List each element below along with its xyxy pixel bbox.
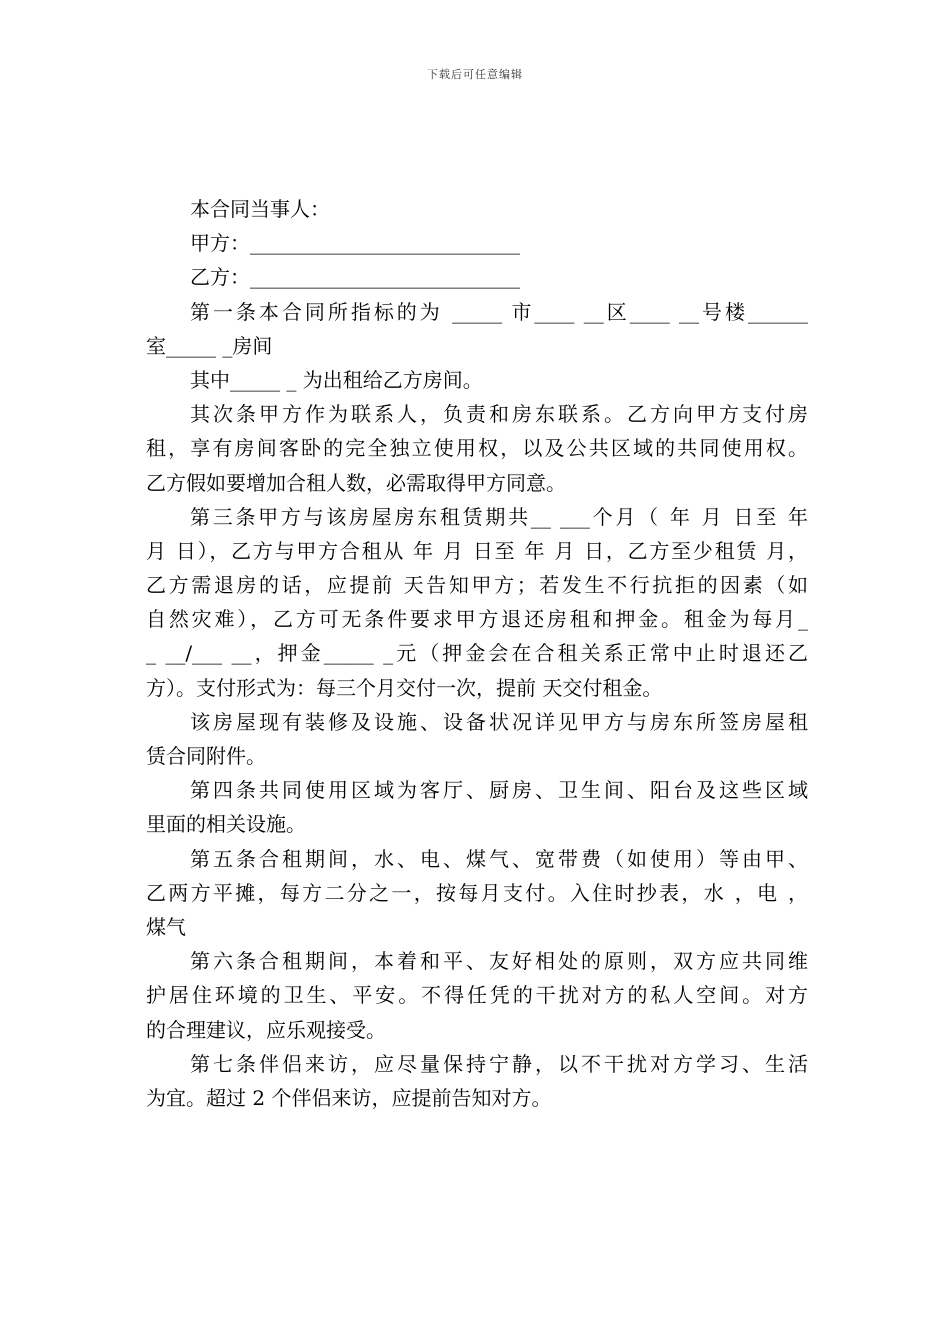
article-5-line-2: 乙两方平摊，每方二分之一，按每月支付。入住时抄表，水 ，电 ，	[146, 880, 808, 905]
article-2-line-3: 乙方假如要增加合租人数，必需取得甲方同意。	[146, 470, 566, 495]
party-a-line: 甲方：___________________________	[190, 231, 520, 256]
article-2-line-2: 租，享有房间客卧的完全独立使用权，以及公共区域的共同使用权。	[146, 436, 808, 461]
article-3-line-2: 月 日），乙方与甲方合租从 年 月 日至 年 月 日，乙方至少租赁 月，	[146, 538, 808, 563]
article-3-line-4: 自然灾难），乙方可无条件要求甲方退还房租和押金。租金为每月_	[146, 607, 808, 632]
article-3-line-6: 方）。支付形式为：每三个月交付一次，提前 天交付租金。	[146, 675, 663, 700]
article-4-line-1: 第四条共同使用区域为客厅、厨房、卫生间、阳台及这些区域	[190, 778, 808, 803]
article-5-line-3: 煤气	[146, 914, 186, 939]
article-6-line-3: 的合理建议，应乐观接受。	[146, 1017, 386, 1042]
facilities-line-2: 赁合同附件。	[146, 744, 266, 768]
article-2-line-1: 其次条甲方作为联系人，负责和房东联系。乙方向甲方支付房	[190, 402, 808, 427]
article-1-line-3: 其中_____ _ 为出租给乙方房间。	[190, 367, 483, 392]
party-intro-line: 本合同当事人：	[190, 197, 330, 221]
page-header-note: 下载后可任意编辑	[427, 68, 523, 81]
article-6-line-2: 护居住环境的卫生、平安。不得任凭的干扰对方的私人空间。对方	[146, 983, 808, 1008]
article-4-line-2: 里面的相关设施。	[146, 812, 306, 837]
article-1-line-2: 室_____ _房间	[146, 333, 273, 358]
contract-body	[146, 192, 808, 1115]
article-5-line-1: 第五条合租期间，水、电、煤气、宽带费（如使用）等由甲、	[190, 846, 808, 871]
article-3-line-1: 第三条甲方与该房屋房东租赁期共__ ___个月（ 年 月 日至 年	[190, 504, 808, 529]
article-7-line-2: 为宜。超过 2 个伴侣来访，应提前告知对方。	[146, 1085, 552, 1110]
party-b-line: 乙方：___________________________	[190, 265, 520, 290]
article-1-line-1: 第一条本合同所指标的为 _____ 市____ __区____ __号楼______	[190, 299, 808, 324]
article-3-line-3: 乙方需退房的话，应提前 天告知甲方；若发生不行抗拒的因素（如	[146, 573, 808, 598]
article-7-line-1: 第七条伴侣来访，应尽量保持宁静，以不干扰对方学习、生活	[190, 1051, 808, 1076]
facilities-line-1: 该房屋现有装修及设施、设备状况详见甲方与房东所签房屋租	[190, 709, 808, 734]
article-6-line-1: 第六条合租期间，本着和平、友好相处的原则，双方应共同维	[190, 949, 808, 974]
article-3-line-5: _ __/___ __，押金_____ _元（押金会在合租关系正常中止时退还乙	[146, 641, 808, 666]
